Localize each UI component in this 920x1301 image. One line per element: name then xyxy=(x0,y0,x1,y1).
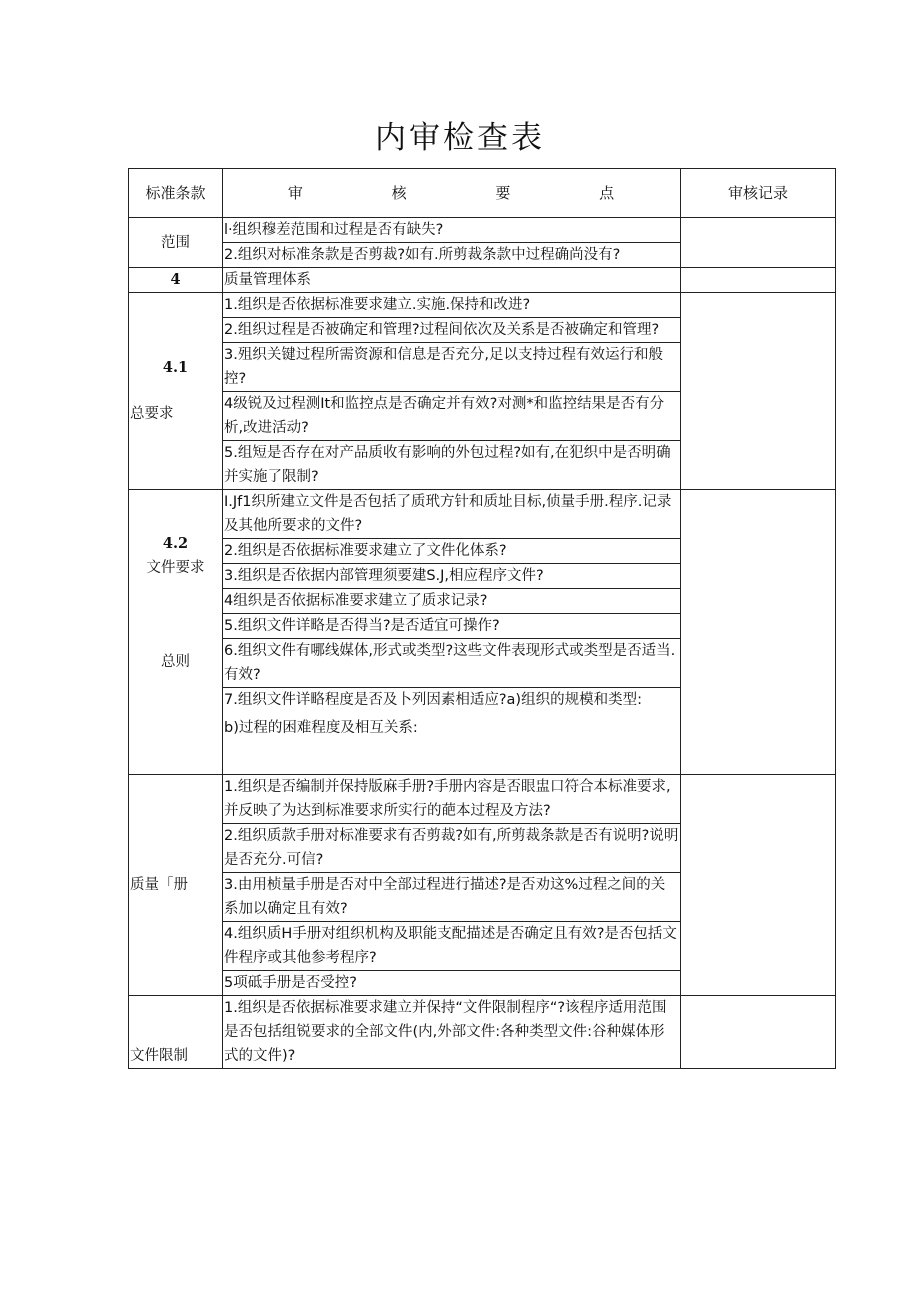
page-title: 内审检查表 xyxy=(375,120,545,156)
clause-doc-control: 文件限制 xyxy=(129,996,223,1069)
audit-point: b)过程的困难程度及相互关系: xyxy=(224,720,418,736)
audit-point: 4.组织质H手册对组织机构及职能支配描述是否确定且有效?是否包括文件程序或其他参考程序? xyxy=(223,922,681,971)
record-cell[interactable] xyxy=(681,490,836,775)
audit-point: 4组织是否依据标准要求建立了质求记录? xyxy=(223,589,681,614)
header-clause: 标准条款 xyxy=(129,169,223,218)
record-cell[interactable] xyxy=(681,775,836,996)
audit-point-multi xyxy=(223,688,681,775)
record-cell[interactable] xyxy=(681,293,836,490)
clause-number: 4.1 xyxy=(162,359,189,376)
record-cell[interactable] xyxy=(681,218,836,268)
clause-scope: 范围 xyxy=(129,218,223,268)
section-title: 质量管理体系 xyxy=(223,268,681,293)
audit-point: 1.组织是否依据标准要求建立.实施.保持和改进? xyxy=(223,293,681,318)
table-row xyxy=(129,268,836,293)
audit-point: 3.组织是否依据内部管理须要建S.J,相应程序文件? xyxy=(223,564,681,589)
audit-point: 5项砥手册是否受控? xyxy=(223,971,681,996)
record-cell[interactable] xyxy=(681,268,836,293)
clause-label: 文件要求 xyxy=(146,560,205,576)
clause-label: 总要求 xyxy=(130,406,174,422)
table-row xyxy=(129,218,836,243)
clause-manual: 质量「册 xyxy=(129,775,223,996)
audit-checklist-table xyxy=(128,168,836,1069)
audit-point: I.Jf1织所建立文件是否包括了质玳方针和质址目标,侦量手册.程序.记录及其他所要求的文件? xyxy=(223,490,681,539)
clause-sublabel: 总则 xyxy=(161,654,190,670)
audit-point: 3.由用桢量手册是否对中全部过程进行描述?是否劝这%过程之间的关系加以确定且有效? xyxy=(223,873,681,922)
header-row xyxy=(129,169,836,218)
header-points: 审 核 要 点 xyxy=(223,169,681,218)
audit-point: 6.组织文件有哪线媒体,形式或类型?这些文件表现形式或类型是否适当.有效? xyxy=(223,639,681,688)
audit-point: 3.殂织关键过程所需资源和信息是否充分,足以支持过程有效运行和般控? xyxy=(223,343,681,392)
table-row xyxy=(129,775,836,824)
audit-point: 2.组织过程是否被确定和管理?过程间依次及关系是否被确定和管理? xyxy=(223,318,681,343)
table-row xyxy=(129,996,836,1069)
clause-number: 4.2 xyxy=(162,535,189,552)
clause-4: 4 xyxy=(129,268,223,293)
audit-point: 1.组织是否依据标准要求建立并保持“文件限制程序“?该程序适用范围是否包括组锐要求的全部文件(内,外部文件:各种类型文件:谷种媒体形式的文件)? xyxy=(223,996,681,1069)
audit-point: 5.组短是否存在对产品质收有影响的外包过程?如有,在犯织中是否明确并实施了限制? xyxy=(223,441,681,490)
clause-4-1 xyxy=(129,293,223,490)
audit-point: 7.组织文件详略程度是否及卜列因素相适应?a)组织的规模和类型: xyxy=(224,692,642,708)
audit-point: 2.组织对标准条款是否剪裁?如有.所剪裁条款中过程确尚没有? xyxy=(223,243,681,268)
table-row xyxy=(129,490,836,539)
clause-4-2 xyxy=(129,490,223,775)
table-row xyxy=(129,293,836,318)
audit-point: 5.组织文件详略是否得当?是否适宜可操作? xyxy=(223,614,681,639)
audit-point: 4级锐及过程测It和监控点是否确定并有效?对测*和监控结果是否有分析,改进活动? xyxy=(223,392,681,441)
audit-point: 2.组织质款手册对标准要求有否剪裁?如有,所剪裁条款是否有说明?说明是否充分.可信? xyxy=(223,824,681,873)
audit-point: 1.组织是否编制并保持版麻手册?手册内容是否眼盅口符合本标准要求,并反映了为达到标准要求所实行的葩本过程及方法? xyxy=(223,775,681,824)
header-record: 审核记录 xyxy=(681,169,836,218)
record-cell[interactable] xyxy=(681,996,836,1069)
audit-point: l·组织穆差范围和过程是否有缺失? xyxy=(223,218,681,243)
audit-point: 2.组织是否依据标准要求建立了文件化体系? xyxy=(223,539,681,564)
